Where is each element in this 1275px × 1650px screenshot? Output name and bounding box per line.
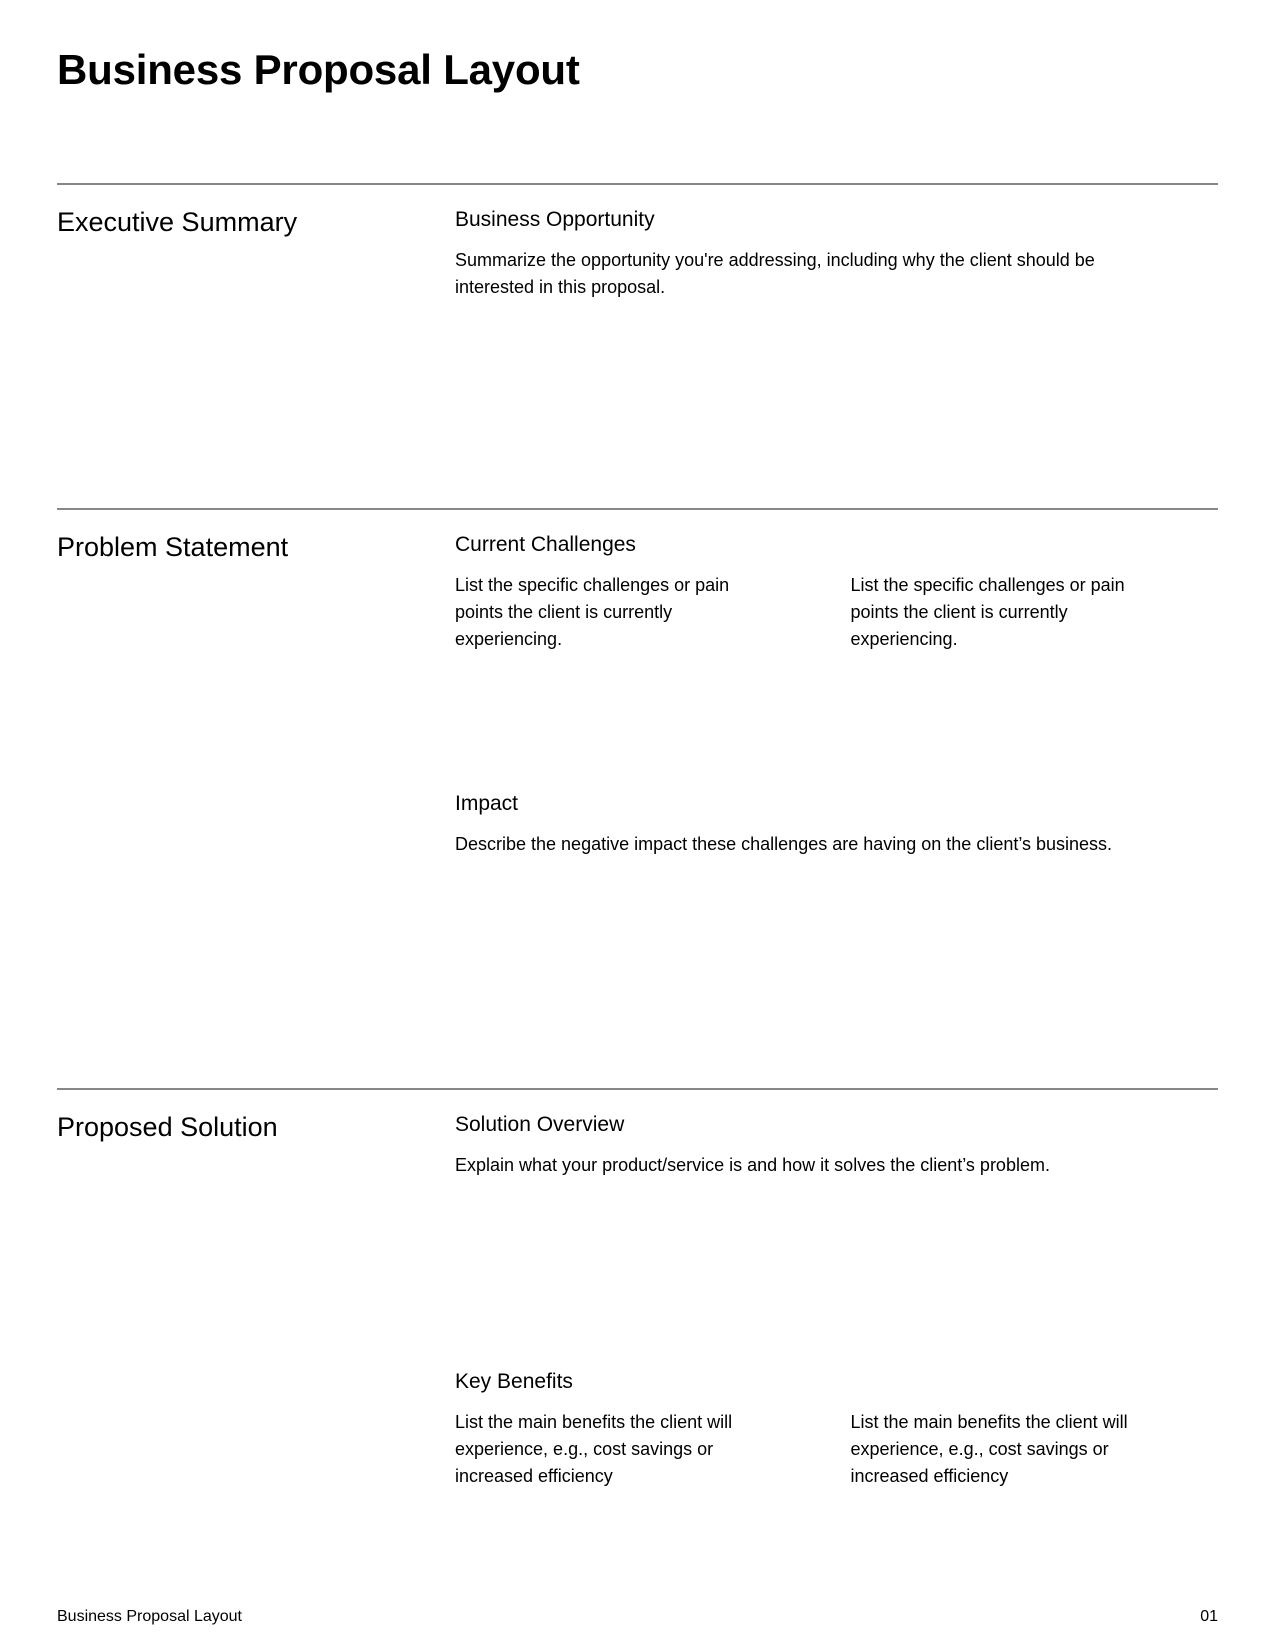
block-heading: Business Opportunity bbox=[455, 208, 655, 231]
page-title: Business Proposal Layout bbox=[57, 46, 580, 93]
section-label: Proposed Solution bbox=[57, 1112, 278, 1142]
block-heading: Current Challenges bbox=[455, 533, 636, 556]
content-block bbox=[455, 1110, 1218, 1179]
column-text: List the main benefits the client will experience, e.g., cost savings or increased efficiency bbox=[850, 1412, 1128, 1486]
footer-title: Business Proposal Layout bbox=[57, 1608, 242, 1625]
section-divider bbox=[57, 183, 1218, 185]
section-content bbox=[455, 205, 1218, 301]
block-body: Describe the negative impact these challenges are having on the client’s business. bbox=[455, 834, 1113, 854]
content-block bbox=[455, 530, 1218, 653]
column-text: List the main benefits the client will experience, e.g., cost savings or increased efficiency bbox=[455, 1412, 733, 1486]
block-heading: Solution Overview bbox=[455, 1113, 625, 1136]
block-body: Summarize the opportunity you're addressing, including why the client should be interested in this proposal. bbox=[455, 250, 1095, 297]
section-content bbox=[455, 1110, 1218, 1490]
section-label: Problem Statement bbox=[57, 532, 289, 562]
block-heading: Impact bbox=[455, 792, 519, 815]
content-block bbox=[455, 1367, 1218, 1490]
section-executive-summary bbox=[57, 205, 1218, 301]
page-number: 01 bbox=[1200, 1608, 1218, 1625]
section-content bbox=[455, 530, 1218, 858]
block-heading: Key Benefits bbox=[455, 1370, 573, 1393]
content-block bbox=[455, 205, 1218, 301]
section-problem-statement bbox=[57, 530, 1218, 858]
section-proposed-solution bbox=[57, 1110, 1218, 1490]
column-text: List the specific challenges or pain points the client is currently experiencing. bbox=[850, 575, 1125, 649]
column-text: List the specific challenges or pain points the client is currently experiencing. bbox=[455, 575, 730, 649]
section-label: Executive Summary bbox=[57, 207, 298, 237]
section-divider bbox=[57, 1088, 1218, 1090]
content-block bbox=[455, 789, 1218, 858]
two-column-group bbox=[455, 572, 1218, 653]
page-footer bbox=[57, 1607, 1218, 1627]
two-column-group bbox=[455, 1409, 1218, 1490]
block-body: Explain what your product/service is and how it solves the client’s problem. bbox=[455, 1155, 1050, 1175]
section-divider bbox=[57, 508, 1218, 510]
